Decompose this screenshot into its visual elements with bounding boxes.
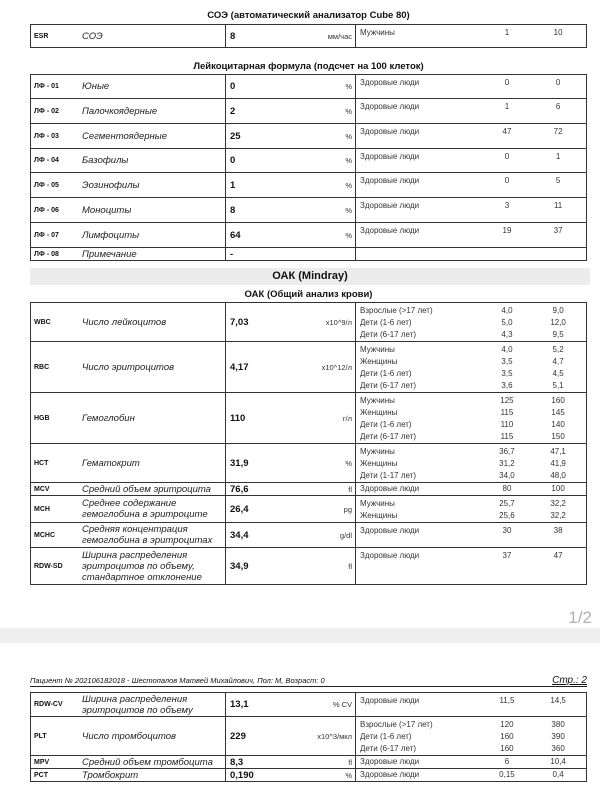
reference-high: 160 <box>551 396 565 405</box>
reference-low: 3,5 <box>501 357 513 366</box>
reference-ranges <box>356 693 587 717</box>
reference-row <box>356 470 586 482</box>
test-name: Юные <box>82 75 226 99</box>
reference-ranges <box>356 769 587 782</box>
table-row <box>31 693 587 717</box>
test-unit: % <box>308 769 356 782</box>
table-row <box>31 99 587 124</box>
page2-table <box>30 692 587 782</box>
reference-low: 5,0 <box>501 318 513 327</box>
test-unit: % <box>308 75 356 99</box>
reference-group: Дети (1-6 лет) <box>360 318 412 327</box>
reference-low: 25,7 <box>499 499 515 508</box>
table-row <box>31 198 587 223</box>
test-name: Базофилы <box>82 149 226 173</box>
reference-group: Женщины <box>360 408 398 417</box>
reference-high: 360 <box>551 744 565 753</box>
reference-group: Дети (1-17 лет) <box>360 471 417 480</box>
reference-group: Женщины <box>360 459 398 468</box>
test-code: ЛФ - 01 <box>31 75 83 99</box>
test-unit: % <box>308 444 356 483</box>
reference-group: Взрослые (>17 лет) <box>360 306 433 315</box>
reference-high: 5,1 <box>552 381 564 390</box>
table-row <box>31 717 587 756</box>
reference-row <box>356 77 586 89</box>
reference-row <box>356 446 586 458</box>
reference-low: 3 <box>504 201 510 210</box>
reference-high: 32,2 <box>550 511 566 520</box>
test-unit: мм/час <box>308 25 356 48</box>
oak-section-title: ОАК (Общий анализ крови) <box>244 289 373 300</box>
reference-group: Взрослые (>17 лет) <box>360 720 433 729</box>
page2-header <box>30 676 587 687</box>
test-value: 26,4 <box>226 496 309 523</box>
reference-row <box>356 498 586 510</box>
reference-ranges <box>356 99 587 124</box>
test-value: 76,6 <box>226 483 309 496</box>
reference-ranges <box>356 523 587 548</box>
oak-table <box>30 302 587 585</box>
test-unit: fl <box>308 756 356 769</box>
test-code: RBC <box>31 342 83 393</box>
test-value: 229 <box>226 717 309 756</box>
table-row <box>31 756 587 769</box>
reference-high: 5,2 <box>552 345 564 354</box>
reference-low: 160 <box>500 744 514 753</box>
reference-row <box>356 356 586 368</box>
reference-low: 34,0 <box>499 471 515 480</box>
reference-low: 115 <box>500 432 514 441</box>
test-value: 4,17 <box>226 342 309 393</box>
test-code: MPV <box>31 756 83 769</box>
test-code: MCH <box>31 496 83 523</box>
reference-low: 1 <box>504 28 510 37</box>
test-value: 0 <box>226 75 309 99</box>
reference-low: 6 <box>504 757 510 766</box>
test-name: Ширина распределения эритроцитов по объему, стандартное отклонение <box>82 548 226 585</box>
page-gap <box>0 628 600 643</box>
reference-ranges <box>356 342 587 393</box>
table-row <box>31 483 587 496</box>
test-name: Примечание <box>82 248 226 261</box>
reference-group: Здоровые люди <box>360 152 420 161</box>
reference-high: 1 <box>555 152 561 161</box>
test-value: 25 <box>226 124 309 149</box>
table-row <box>31 248 587 261</box>
table-row <box>31 444 587 483</box>
reference-high: 390 <box>551 732 565 741</box>
test-value: 8 <box>226 25 309 48</box>
test-value: 13,1 <box>226 693 309 717</box>
reference-ranges <box>356 149 587 173</box>
reference-group: Здоровые люди <box>360 551 420 560</box>
test-unit: fl <box>308 548 356 585</box>
table-row <box>31 769 587 782</box>
reference-row <box>356 395 586 407</box>
reference-group: Здоровые люди <box>360 696 420 705</box>
test-value: 0 <box>226 149 309 173</box>
reference-high: 14,5 <box>550 696 566 705</box>
reference-high: 38 <box>553 526 563 535</box>
test-value: 64 <box>226 223 309 248</box>
reference-ranges <box>356 717 587 756</box>
table-row <box>31 548 587 585</box>
reference-group: Мужчины <box>360 28 395 37</box>
table-row <box>31 149 587 173</box>
reference-group: Здоровые люди <box>360 770 420 779</box>
reference-ranges <box>356 248 587 261</box>
test-code: ESR <box>31 25 83 48</box>
reference-row <box>356 305 586 317</box>
reference-group: Дети (1-6 лет) <box>360 369 412 378</box>
reference-ranges <box>356 124 587 149</box>
reference-row <box>356 458 586 470</box>
reference-low: 0 <box>504 78 510 87</box>
reference-low: 4,3 <box>501 330 513 339</box>
reference-high: 9,0 <box>552 306 564 315</box>
reference-row <box>356 419 586 431</box>
reference-high: 41,9 <box>550 459 566 468</box>
reference-low: 4,0 <box>501 306 513 315</box>
test-name: Средняя концентрация гемоглобина в эритроцитах <box>82 523 226 548</box>
reference-high: 100 <box>551 484 565 493</box>
test-code: PLT <box>31 717 83 756</box>
test-code: RDW-SD <box>31 548 83 585</box>
test-code: MCV <box>31 483 83 496</box>
reference-high: 380 <box>551 720 565 729</box>
reference-low: 0,15 <box>499 770 515 779</box>
reference-ranges <box>356 756 587 769</box>
reference-group: Женщины <box>360 511 398 520</box>
reference-group: Дети (6-17 лет) <box>360 381 417 390</box>
esr-section-title: СОЭ (автоматический анализатор Cube 80) <box>207 10 410 21</box>
test-unit: g/dl <box>308 523 356 548</box>
reference-row <box>356 200 586 212</box>
test-code: RDW-CV <box>31 693 83 717</box>
test-name: Эозинофилы <box>82 173 226 198</box>
test-name: Сегментоядерные <box>82 124 226 149</box>
reference-row <box>356 329 586 341</box>
reference-low: 4,0 <box>501 345 513 354</box>
table-row <box>31 523 587 548</box>
reference-high: 32,2 <box>550 499 566 508</box>
patient-info: Пациент № 202106182018 - Шестопалов Матвей Михайлович, Пол: М, Возраст: 0 <box>30 676 325 685</box>
reference-ranges <box>356 444 587 483</box>
test-code: ЛФ - 08 <box>31 248 83 261</box>
reference-low: 31,2 <box>499 459 515 468</box>
reference-group: Дети (6-17 лет) <box>360 432 417 441</box>
reference-row <box>356 756 586 768</box>
reference-high: 9,5 <box>552 330 564 339</box>
test-unit: x10^12/л <box>308 342 356 393</box>
test-unit: % <box>308 149 356 173</box>
reference-low: 25,6 <box>499 511 515 520</box>
reference-low: 3,5 <box>501 369 513 378</box>
test-value: 2 <box>226 99 309 124</box>
test-code: HGB <box>31 393 83 444</box>
reference-high: 140 <box>551 420 565 429</box>
reference-row <box>356 317 586 329</box>
reference-low: 160 <box>500 732 514 741</box>
reference-low: 0 <box>504 176 510 185</box>
reference-row <box>356 27 586 39</box>
reference-group: Дети (6-17 лет) <box>360 744 417 753</box>
reference-low: 19 <box>502 226 512 235</box>
reference-high: 0,4 <box>552 770 564 779</box>
reference-high: 4,7 <box>552 357 564 366</box>
test-code: ЛФ - 07 <box>31 223 83 248</box>
test-code: ЛФ - 04 <box>31 149 83 173</box>
reference-group: Здоровые люди <box>360 484 420 493</box>
oak-band-title: ОАК (Mindray) <box>30 268 590 285</box>
test-unit: % CV <box>308 693 356 717</box>
test-unit: % <box>308 223 356 248</box>
table-row <box>31 393 587 444</box>
reference-low: 80 <box>502 484 512 493</box>
reference-row <box>356 126 586 138</box>
reference-ranges <box>356 25 587 48</box>
test-name: Палочкоядерные <box>82 99 226 124</box>
test-value: 8 <box>226 198 309 223</box>
reference-low: 11,5 <box>499 696 515 705</box>
reference-high: 47,1 <box>550 447 566 456</box>
test-value: 0,190 <box>226 769 309 782</box>
reference-ranges <box>356 223 587 248</box>
test-value: 34,9 <box>226 548 309 585</box>
reference-group: Женщины <box>360 357 398 366</box>
table-row <box>31 342 587 393</box>
reference-low: 115 <box>500 408 514 417</box>
reference-ranges <box>356 483 587 496</box>
test-code: WBC <box>31 303 83 342</box>
table-row <box>31 124 587 149</box>
reference-low: 47 <box>502 127 512 136</box>
test-unit: г/л <box>308 393 356 444</box>
reference-low: 125 <box>500 396 514 405</box>
reference-row <box>356 151 586 163</box>
reference-group: Здоровые люди <box>360 757 420 766</box>
test-unit: % <box>308 198 356 223</box>
test-value: 8,3 <box>226 756 309 769</box>
reference-group: Мужчины <box>360 396 395 405</box>
test-code: ЛФ - 05 <box>31 173 83 198</box>
reference-high: 6 <box>555 102 561 111</box>
test-value: 110 <box>226 393 309 444</box>
test-value: - <box>226 248 309 261</box>
reference-high: 48,0 <box>550 471 566 480</box>
reference-group: Здоровые люди <box>360 526 420 535</box>
reference-group: Здоровые люди <box>360 102 420 111</box>
test-unit: fl <box>308 483 356 496</box>
reference-group: Здоровые люди <box>360 226 420 235</box>
test-name: Среднее содержание гемоглобина в эритроците <box>82 496 226 523</box>
test-code: HCT <box>31 444 83 483</box>
test-value: 7,03 <box>226 303 309 342</box>
reference-row <box>356 719 586 731</box>
reference-high: 5 <box>555 176 561 185</box>
reference-low: 1 <box>504 102 510 111</box>
reference-row <box>356 695 586 707</box>
test-value: 1 <box>226 173 309 198</box>
reference-group: Мужчины <box>360 345 395 354</box>
reference-ranges <box>356 548 587 585</box>
reference-low: 36,7 <box>499 447 515 456</box>
lf-table <box>30 74 587 261</box>
reference-high: 11 <box>553 201 563 210</box>
reference-row <box>356 407 586 419</box>
reference-row <box>356 225 586 237</box>
test-name: Число эритроцитов <box>82 342 226 393</box>
test-unit: % <box>308 99 356 124</box>
reference-group: Мужчины <box>360 447 395 456</box>
reference-group: Дети (6-17 лет) <box>360 330 417 339</box>
test-code: MCHC <box>31 523 83 548</box>
test-unit: x10^3/мкл <box>308 717 356 756</box>
test-name: Число лейкоцитов <box>82 303 226 342</box>
reference-low: 110 <box>500 420 514 429</box>
reference-high: 150 <box>551 432 565 441</box>
reference-group: Здоровые люди <box>360 201 420 210</box>
test-name: Число тромбоцитов <box>82 717 226 756</box>
test-code: ЛФ - 03 <box>31 124 83 149</box>
reference-group: Дети (1-6 лет) <box>360 732 412 741</box>
test-unit: pg <box>308 496 356 523</box>
reference-row <box>356 510 586 522</box>
reference-row <box>356 550 586 562</box>
test-name: СОЭ <box>82 25 226 48</box>
reference-row <box>356 101 586 113</box>
reference-group: Здоровые люди <box>360 127 420 136</box>
test-name: Средний объем тромбоцита <box>82 756 226 769</box>
reference-row <box>356 769 586 781</box>
test-code: ЛФ - 06 <box>31 198 83 223</box>
reference-group: Мужчины <box>360 499 395 508</box>
reference-row <box>356 431 586 443</box>
test-code: ЛФ - 02 <box>31 99 83 124</box>
reference-row <box>356 175 586 187</box>
test-unit: % <box>308 173 356 198</box>
test-value: 31,9 <box>226 444 309 483</box>
reference-high: 47 <box>553 551 563 560</box>
test-name: Лимфоциты <box>82 223 226 248</box>
reference-group: Здоровые люди <box>360 78 420 87</box>
lf-section-title: Лейкоцитарная формула (подсчет на 100 клеток) <box>193 61 424 72</box>
page-number-label: Стр.: 2 <box>552 675 587 686</box>
esr-table <box>30 24 587 48</box>
reference-low: 3,6 <box>501 381 513 390</box>
reference-low: 30 <box>502 526 512 535</box>
table-row <box>31 75 587 99</box>
test-name: Моноциты <box>82 198 226 223</box>
reference-row <box>356 743 586 755</box>
reference-low: 37 <box>502 551 512 560</box>
reference-row <box>356 368 586 380</box>
page-indicator: 1/2 <box>568 608 592 627</box>
table-row <box>31 223 587 248</box>
reference-row <box>356 731 586 743</box>
test-unit: x10^9/л <box>308 303 356 342</box>
test-name: Средний объем эритроцита <box>82 483 226 496</box>
reference-high: 37 <box>553 226 563 235</box>
reference-ranges <box>356 173 587 198</box>
table-row <box>31 25 587 48</box>
test-code: PCT <box>31 769 83 782</box>
reference-ranges <box>356 496 587 523</box>
test-name: Тромбокрит <box>82 769 226 782</box>
reference-row <box>356 380 586 392</box>
table-row <box>31 303 587 342</box>
reference-group: Дети (1-6 лет) <box>360 420 412 429</box>
reference-high: 4,5 <box>552 369 564 378</box>
reference-group: Здоровые люди <box>360 176 420 185</box>
reference-high: 10,4 <box>550 757 566 766</box>
test-value: 34,4 <box>226 523 309 548</box>
reference-low: 0 <box>504 152 510 161</box>
test-name: Гемоглобин <box>82 393 226 444</box>
test-name: Гематокрит <box>82 444 226 483</box>
reference-ranges <box>356 75 587 99</box>
reference-high: 0 <box>555 78 561 87</box>
test-name: Ширина распределения эритроцитов по объему <box>82 693 226 717</box>
reference-ranges <box>356 303 587 342</box>
reference-ranges <box>356 393 587 444</box>
test-unit <box>308 248 356 261</box>
reference-row <box>356 344 586 356</box>
test-unit: % <box>308 124 356 149</box>
reference-high: 10 <box>553 28 563 37</box>
reference-high: 72 <box>553 127 563 136</box>
table-row <box>31 496 587 523</box>
reference-low: 120 <box>500 720 514 729</box>
table-row <box>31 173 587 198</box>
reference-row <box>356 525 586 537</box>
reference-ranges <box>356 198 587 223</box>
reference-high: 12,0 <box>550 318 566 327</box>
reference-high: 145 <box>551 408 565 417</box>
reference-row <box>356 483 586 495</box>
